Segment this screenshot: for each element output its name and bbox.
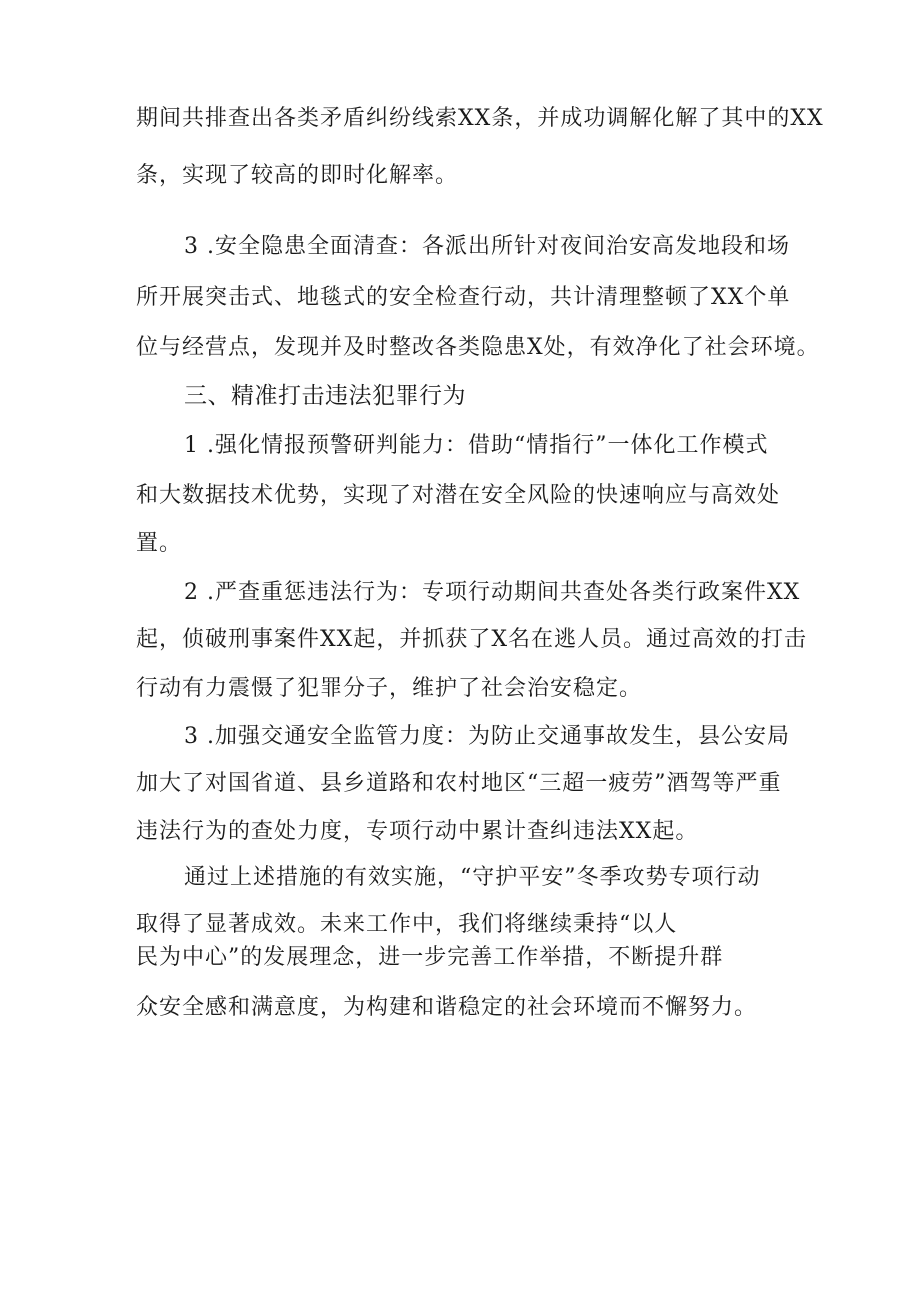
conclusion-line-4: 众安全感和满意度，为构建和谐稳定的社会环境而不懈努力。 [136, 995, 758, 1020]
section3-item-3-line-3: 违法行为的查处力度，专项行动中累计查纠违法XX起。 [136, 819, 699, 844]
item-3-line-2: 所开展突击式、地毯式的安全检查行动，共计清理整顿了XX个单 [136, 285, 791, 310]
conclusion-line-2: 取得了显著成效。未来工作中，我们将继续秉持“以人 [136, 912, 678, 937]
section3-item-2-line-3: 行动有力震慑了犯罪分子，维护了社会治安稳定。 [136, 676, 643, 701]
section3-item-2-line-2: 起，侦破刑事案件XX起，并抓获了X名在逃人员。通过高效的打击 [136, 627, 807, 652]
section3-item-1-line-1: 1 .强化情报预警研判能力：借助“情指行”一体化工作模式 [184, 433, 769, 458]
paragraph-2-line-1: 期间共排查出各类矛盾纠纷线索XX条，并成功调解化解了其中的XX [136, 106, 824, 131]
section3-item-1-line-2: 和大数据技术优势，实现了对潜在安全风险的快速响应与高效处 [136, 483, 781, 508]
conclusion-line-3: 民为中心”的发展理念，进一步完善工作举措，不断提升群 [136, 945, 724, 970]
item-3-line-3: 位与经营点，发现并及时整改各类隐患X处，有效净化了社会环境。 [136, 335, 820, 360]
section3-item-3-line-2: 加大了对国省道、县乡道路和农村地区“三超一疲劳”酒驾等严重 [136, 771, 782, 796]
conclusion-line-1: 通过上述措施的有效实施，“守护平安”冬季攻势专项行动 [184, 865, 761, 890]
section3-item-1-line-3: 置。 [136, 531, 183, 556]
section3-item-3-line-1: 3 .加强交通安全监管力度：为防止交通事故发生，县公安局 [184, 724, 790, 749]
paragraph-2-line-2: 条，实现了较高的即时化解率。 [136, 163, 459, 188]
item-3-line-1: 3 .安全隐患全面清查：各派出所针对夜间治安高发地段和场 [184, 234, 790, 259]
section-heading-3: 三、精准打击违法犯罪行为 [184, 383, 466, 409]
section3-item-2-line-1: 2 .严查重惩违法行为：专项行动期间共查处各类行政案件XX [184, 580, 801, 605]
